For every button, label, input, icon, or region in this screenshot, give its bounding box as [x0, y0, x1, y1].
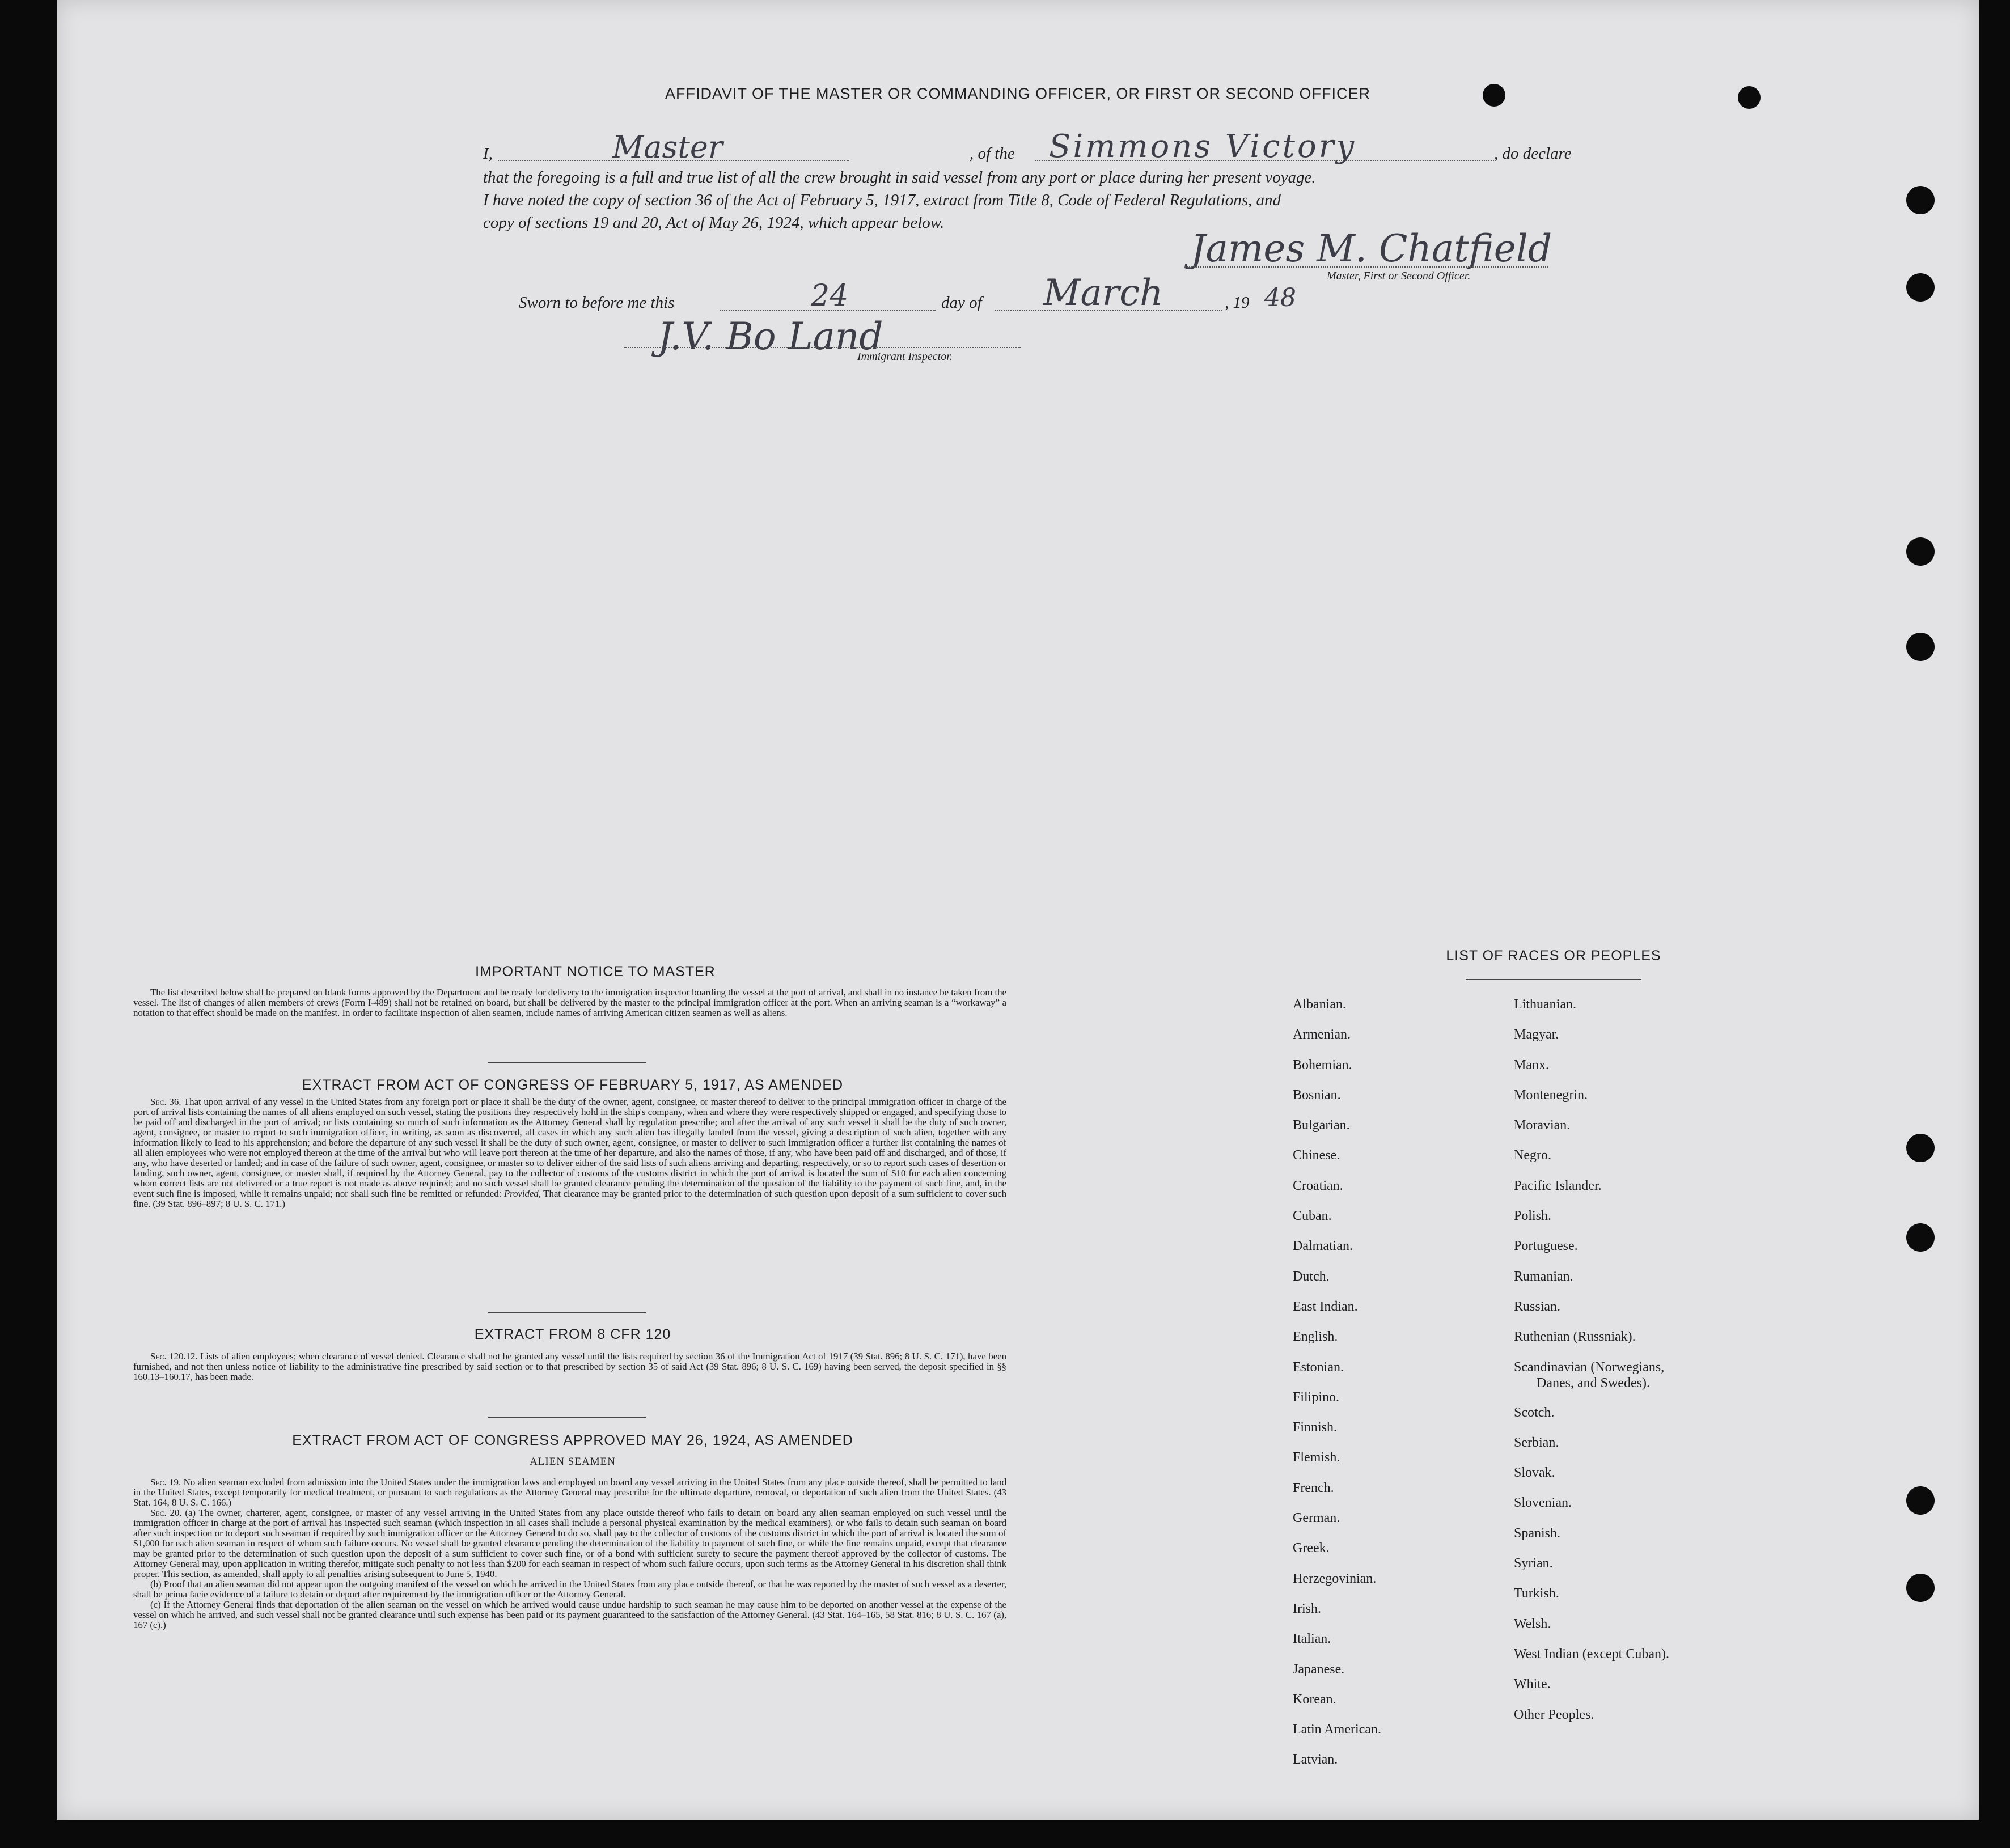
race-item: Croatian.: [1293, 1178, 1343, 1193]
punch-hole: [1906, 1486, 1935, 1515]
officer-title-handwritten: Master: [612, 129, 723, 165]
extract-cfr-text: [133, 1351, 1006, 1382]
race-item: White.: [1514, 1677, 1551, 1692]
race-item: Spanish.: [1514, 1525, 1561, 1541]
race-item: Moravian.: [1514, 1118, 1571, 1133]
master-caption: Master, First or Second Officer.: [1327, 270, 1471, 282]
notice-title: IMPORTANT NOTICE TO MASTER: [475, 964, 716, 980]
race-item: Polish.: [1514, 1209, 1552, 1224]
provided-label: Provided,: [503, 1188, 541, 1199]
race-item: Montenegrin.: [1514, 1087, 1588, 1103]
race-item: Dalmatian.: [1293, 1239, 1353, 1254]
do-declare-label: , do declare: [1494, 145, 1572, 163]
race-item: Scandinavian (Norwegians,: [1514, 1359, 1665, 1375]
punch-hole: [1906, 1574, 1935, 1602]
notice-text: The list described below shall be prepared on blank forms approved by the Department and be ready for delivery to the immigration inspector boarding the vessel at the port of arrival, and shall in no instance be taken from the vessel. The list of changes of alien members of crews (Form I-489) shall not be retained on board, but shall be delivered by the master to the principal immigration officer at the port. When an arriving seaman is a “workaway” a notation to that effect should be made on the manifest. In order to facilitate inspection of alien seamen, include names of arriving American citizen seamen as well as aliens.: [133, 987, 1006, 1018]
divider: [1466, 979, 1641, 980]
race-item: West Indian (except Cuban).: [1514, 1646, 1669, 1661]
punch-hole: [1906, 537, 1935, 566]
race-item: Bosnian.: [1293, 1087, 1341, 1103]
race-item: Herzegovinian.: [1293, 1571, 1377, 1586]
sec-36-text-end: That clearance may be granted prior to the determination of such question upon deposit of a sum sufficient to cover such fine. (39 Stat. 896–897; 8 U. S. C. 171.): [133, 1188, 1006, 1209]
i-label: I,: [483, 145, 493, 163]
race-item: French.: [1293, 1480, 1334, 1495]
punch-hole: [1906, 633, 1935, 661]
race-item: Negro.: [1514, 1148, 1551, 1163]
race-item: Filipino.: [1293, 1389, 1340, 1405]
race-item: Slovenian.: [1514, 1495, 1572, 1511]
race-item: Russian.: [1514, 1299, 1561, 1314]
document-page: [57, 0, 1979, 1820]
race-item: English.: [1293, 1329, 1338, 1345]
inspector-signature: J.V. Bo Land: [658, 315, 883, 358]
inspector-signature-line: [624, 347, 1021, 348]
race-item: Slovak.: [1514, 1465, 1555, 1481]
race-item: Portuguese.: [1514, 1239, 1578, 1254]
race-item: Dutch.: [1293, 1269, 1330, 1284]
race-item: German.: [1293, 1511, 1340, 1526]
race-item: Greek.: [1293, 1541, 1330, 1556]
race-item: Finnish.: [1293, 1420, 1338, 1435]
affidavit-title: AFFIDAVIT OF THE MASTER OR COMMANDING OFFICER, OR FIRST OR SECOND OFFICER: [665, 85, 1371, 102]
extract-1917-title: EXTRACT FROM ACT OF CONGRESS OF FEBRUARY 5, 1917, AS AMENDED: [302, 1077, 844, 1093]
master-signature-line: [1185, 266, 1548, 268]
race-item: Rumanian.: [1514, 1269, 1573, 1284]
punch-hole: [1906, 186, 1935, 214]
sec-20-b-text: (b) Proof that an alien seaman did not appear upon the outgoing manifest of the vessel on which he arrived in the United States from any place outside thereof, or that he was reported by the master of such vessel as a deserter, shall be prima facie evidence of a failure to detain or deport after requirement by the immigration officer or the Attorney General.: [133, 1579, 1006, 1600]
extract-1924-title: EXTRACT FROM ACT OF CONGRESS APPROVED MAY 26, 1924, AS AMENDED: [292, 1432, 853, 1448]
race-item: Other Peoples.: [1514, 1707, 1594, 1722]
of-the-label: , of the: [970, 145, 1015, 163]
race-item: Magyar.: [1514, 1027, 1559, 1042]
race-item: East Indian.: [1293, 1299, 1358, 1314]
race-item: Cuban.: [1293, 1209, 1332, 1224]
race-item: Chinese.: [1293, 1148, 1340, 1163]
sec-20-text: (a) The owner, charterer, agent, consignee, or master of any vessel arriving in the United States from any place outside thereof who fails to detain on board any alien seaman employed on such vessel until the immigration officer in charge at the port of arrival has inspected such seaman (which inspection in all cases shall include a personal physical examination by the medical examiners), or who fails to detain such seaman on board after such inspection or to deport such seaman if required by such immigration officer or the Attorney General to do so, shall pay to the collector of customs of the customs district in which the port of arrival is located the sum of $1,000 for each alien seaman in respect of whom such failure occurs. No vessel shall be granted clearance pending the determination of the liability to payment of such fine, or while the fine remains unpaid, except that clearance may be granted prior to the determination of such question upon the deposit of a sum sufficient to cover such fine, or of a bond with sufficient surety to secure the payment thereof approved by the collector of customs. The Attorney General may, upon application in writing therefor, mitigate such penalty to not less than $200 for each seaman in respect of whom such failure occurs, upon such terms as the Attorney General in his discretion shall think proper. This section, as amended, shall apply to all penalties arising subsequent to June 5, 1940.: [133, 1507, 1006, 1579]
punch-hole: [1906, 1134, 1935, 1162]
day-handwritten: 24: [811, 279, 849, 313]
race-item: Turkish.: [1514, 1586, 1559, 1601]
race-item: Syrian.: [1514, 1556, 1553, 1571]
race-item: Armenian.: [1293, 1027, 1351, 1042]
races-title: LIST OF RACES OR PEOPLES: [1446, 948, 1661, 964]
alien-seamen-subtitle: ALIEN SEAMEN: [530, 1456, 616, 1468]
sec-120-12-text: Lists of alien employees; when clearance of vessel denied. Clearance shall not be granted any vessel until the lists required by section 36 of the Immigration Act of 1917 (39 Stat. 896; 8 U. S. C. 171), have been furnished, and not then unless notice of liability to the administrative fine prescribed by said section or to that prescribed by section 35 of said Act (39 Stat. 896; 8 U. S. C. 169) having been served, the deposit specified in §§ 160.13–160.17, has been made.: [133, 1351, 1006, 1382]
month-handwritten: March: [1043, 272, 1163, 314]
race-item: Lithuanian.: [1514, 997, 1576, 1012]
declaration-line-3: copy of sections 19 and 20, Act of May 26, 1924, which appear below.: [483, 214, 945, 232]
race-item: Welsh.: [1514, 1616, 1551, 1631]
race-item: Irish.: [1293, 1601, 1321, 1616]
race-item: Estonian.: [1293, 1359, 1344, 1375]
sec-20-label: Sec. 20.: [150, 1507, 182, 1518]
punch-hole: [1906, 1223, 1935, 1252]
master-signature: James M. Chatfield: [1191, 227, 1552, 270]
race-item: Danes, and Swedes).: [1537, 1375, 1650, 1391]
race-item: Latin American.: [1293, 1722, 1381, 1737]
sec-20-c-text: (c) If the Attorney General finds that deportation of the alien seaman on the vessel on which he arrived would cause undue hardship to such seaman he may cause him to be deported on another vessel at the expense of the vessel on which he arrived, and such vessel shall not be granted clearance until such expense has been paid or its payment guaranteed to the satisfaction of the Attorney General. (43 Stat. 164–165, 58 Stat. 816; 8 U. S. C. 167 (a), 167 (c).): [133, 1599, 1006, 1630]
sec-19-text: No alien seaman excluded from admission into the United States under the immigration laws and employed on board any vessel arriving in the United States from any place outside thereof, shall be permitted to land in the United States, except temporarily for medical treatment, or pursuant to such regulations as the Attorney General may prescribe for the ultimate departure, removal, or deportation of such alien from the United States. (43 Stat. 164, 8 U. S. C. 166.): [133, 1477, 1006, 1508]
race-item: Pacific Islander.: [1514, 1178, 1602, 1193]
divider: [488, 1417, 646, 1418]
race-item: Scotch.: [1514, 1405, 1555, 1420]
declaration-line-1: that the foregoing is a full and true list of all the crew brought in said vessel from any port or place during her present voyage.: [483, 168, 1316, 187]
sworn-label: Sworn to before me this: [519, 294, 675, 312]
race-item: Manx.: [1514, 1057, 1549, 1073]
races-left-column: [1293, 990, 1381, 1775]
divider: [488, 1062, 646, 1063]
sec-36-label: Sec. 36.: [150, 1096, 181, 1107]
extract-1924-text: [133, 1477, 1006, 1630]
races-right-column: [1514, 990, 1669, 1730]
race-item: Latvian.: [1293, 1752, 1338, 1768]
extract-1917-text: [133, 1097, 1006, 1209]
race-item: Flemish.: [1293, 1450, 1340, 1465]
declaration-line-2: I have noted the copy of section 36 of the Act of February 5, 1917, extract from Title 8, Code of Federal Regulations, and: [483, 191, 1281, 209]
sec-120-12-label: Sec. 120.12.: [150, 1351, 198, 1362]
race-item: Korean.: [1293, 1692, 1336, 1707]
punch-hole: [1906, 273, 1935, 302]
race-item: Bohemian.: [1293, 1057, 1352, 1073]
sec-19-label: Sec. 19.: [150, 1477, 181, 1487]
race-item: Ruthenian (Russniak).: [1514, 1329, 1636, 1345]
day-of-label: day of: [941, 294, 982, 312]
race-item: Italian.: [1293, 1631, 1331, 1647]
vessel-name-handwritten: Simmons Victory: [1049, 128, 1357, 165]
year-handwritten: 48: [1264, 283, 1296, 312]
sec-36-text: That upon arrival of any vessel in the United States from any foreign port or place it shall be the duty of the owner, agent, consignee, or master thereof to deliver to the principal immigration officer in charge of the port of arrival lists containing the names of all aliens employed on such vessel, stating the positions they respectively hold in the ship's company, when and where they were respectively shipped or engaged, and specifying those to be paid off and discharged in the port of arrival; or lists containing so much of such information as the Attorney General shall by regulation prescribe; and after the arrival of any such vessel it shall be the duty of such owner, agent, consignee, or master to report to such immigration officer, in writing, as soon as discovered, all cases in which any such alien has illegally landed from the vessel, giving a description of such alien, together with any information likely to lead to his apprehension; and before the departure of any such vessel it shall be the duty of such owner, agent, consignee, or master to deliver to such immigration officer a further list containing the names of all alien employees who were not employed thereon at the time of the arrival but who will leave port thereon at the time of her departure, and also the names of those, if any, who have been paid off and discharged, and of those, if any, who have deserted or landed; and in case of the failure of such owner, agent, consignee, or master so to deliver either of the said lists of such aliens arriving and departing, respectively, or so to report such cases of desertion or landing, such owner, agent, consignee, or master shall, if required by the Attorney General, pay to the collector of customs of the customs district in which the port of arrival is located the sum of $10 for each alien concerning whom correct lists are not delivered or a true report is not made as above required; and no such vessel shall be granted clearance pending the determination of the question of the liability to the payment of such fine, and, in the event such fine is imposed, while it remains unpaid; nor shall such fine be remitted or refunded:: [133, 1096, 1007, 1199]
race-item: Albanian.: [1293, 997, 1346, 1012]
year-prefix: , 19: [1225, 294, 1250, 312]
divider: [488, 1312, 646, 1313]
inspector-caption: Immigrant Inspector.: [857, 350, 953, 363]
race-item: Bulgarian.: [1293, 1118, 1350, 1133]
race-item: Japanese.: [1293, 1661, 1345, 1677]
extract-cfr-title: EXTRACT FROM 8 CFR 120: [474, 1326, 671, 1342]
race-item: Serbian.: [1514, 1435, 1559, 1450]
